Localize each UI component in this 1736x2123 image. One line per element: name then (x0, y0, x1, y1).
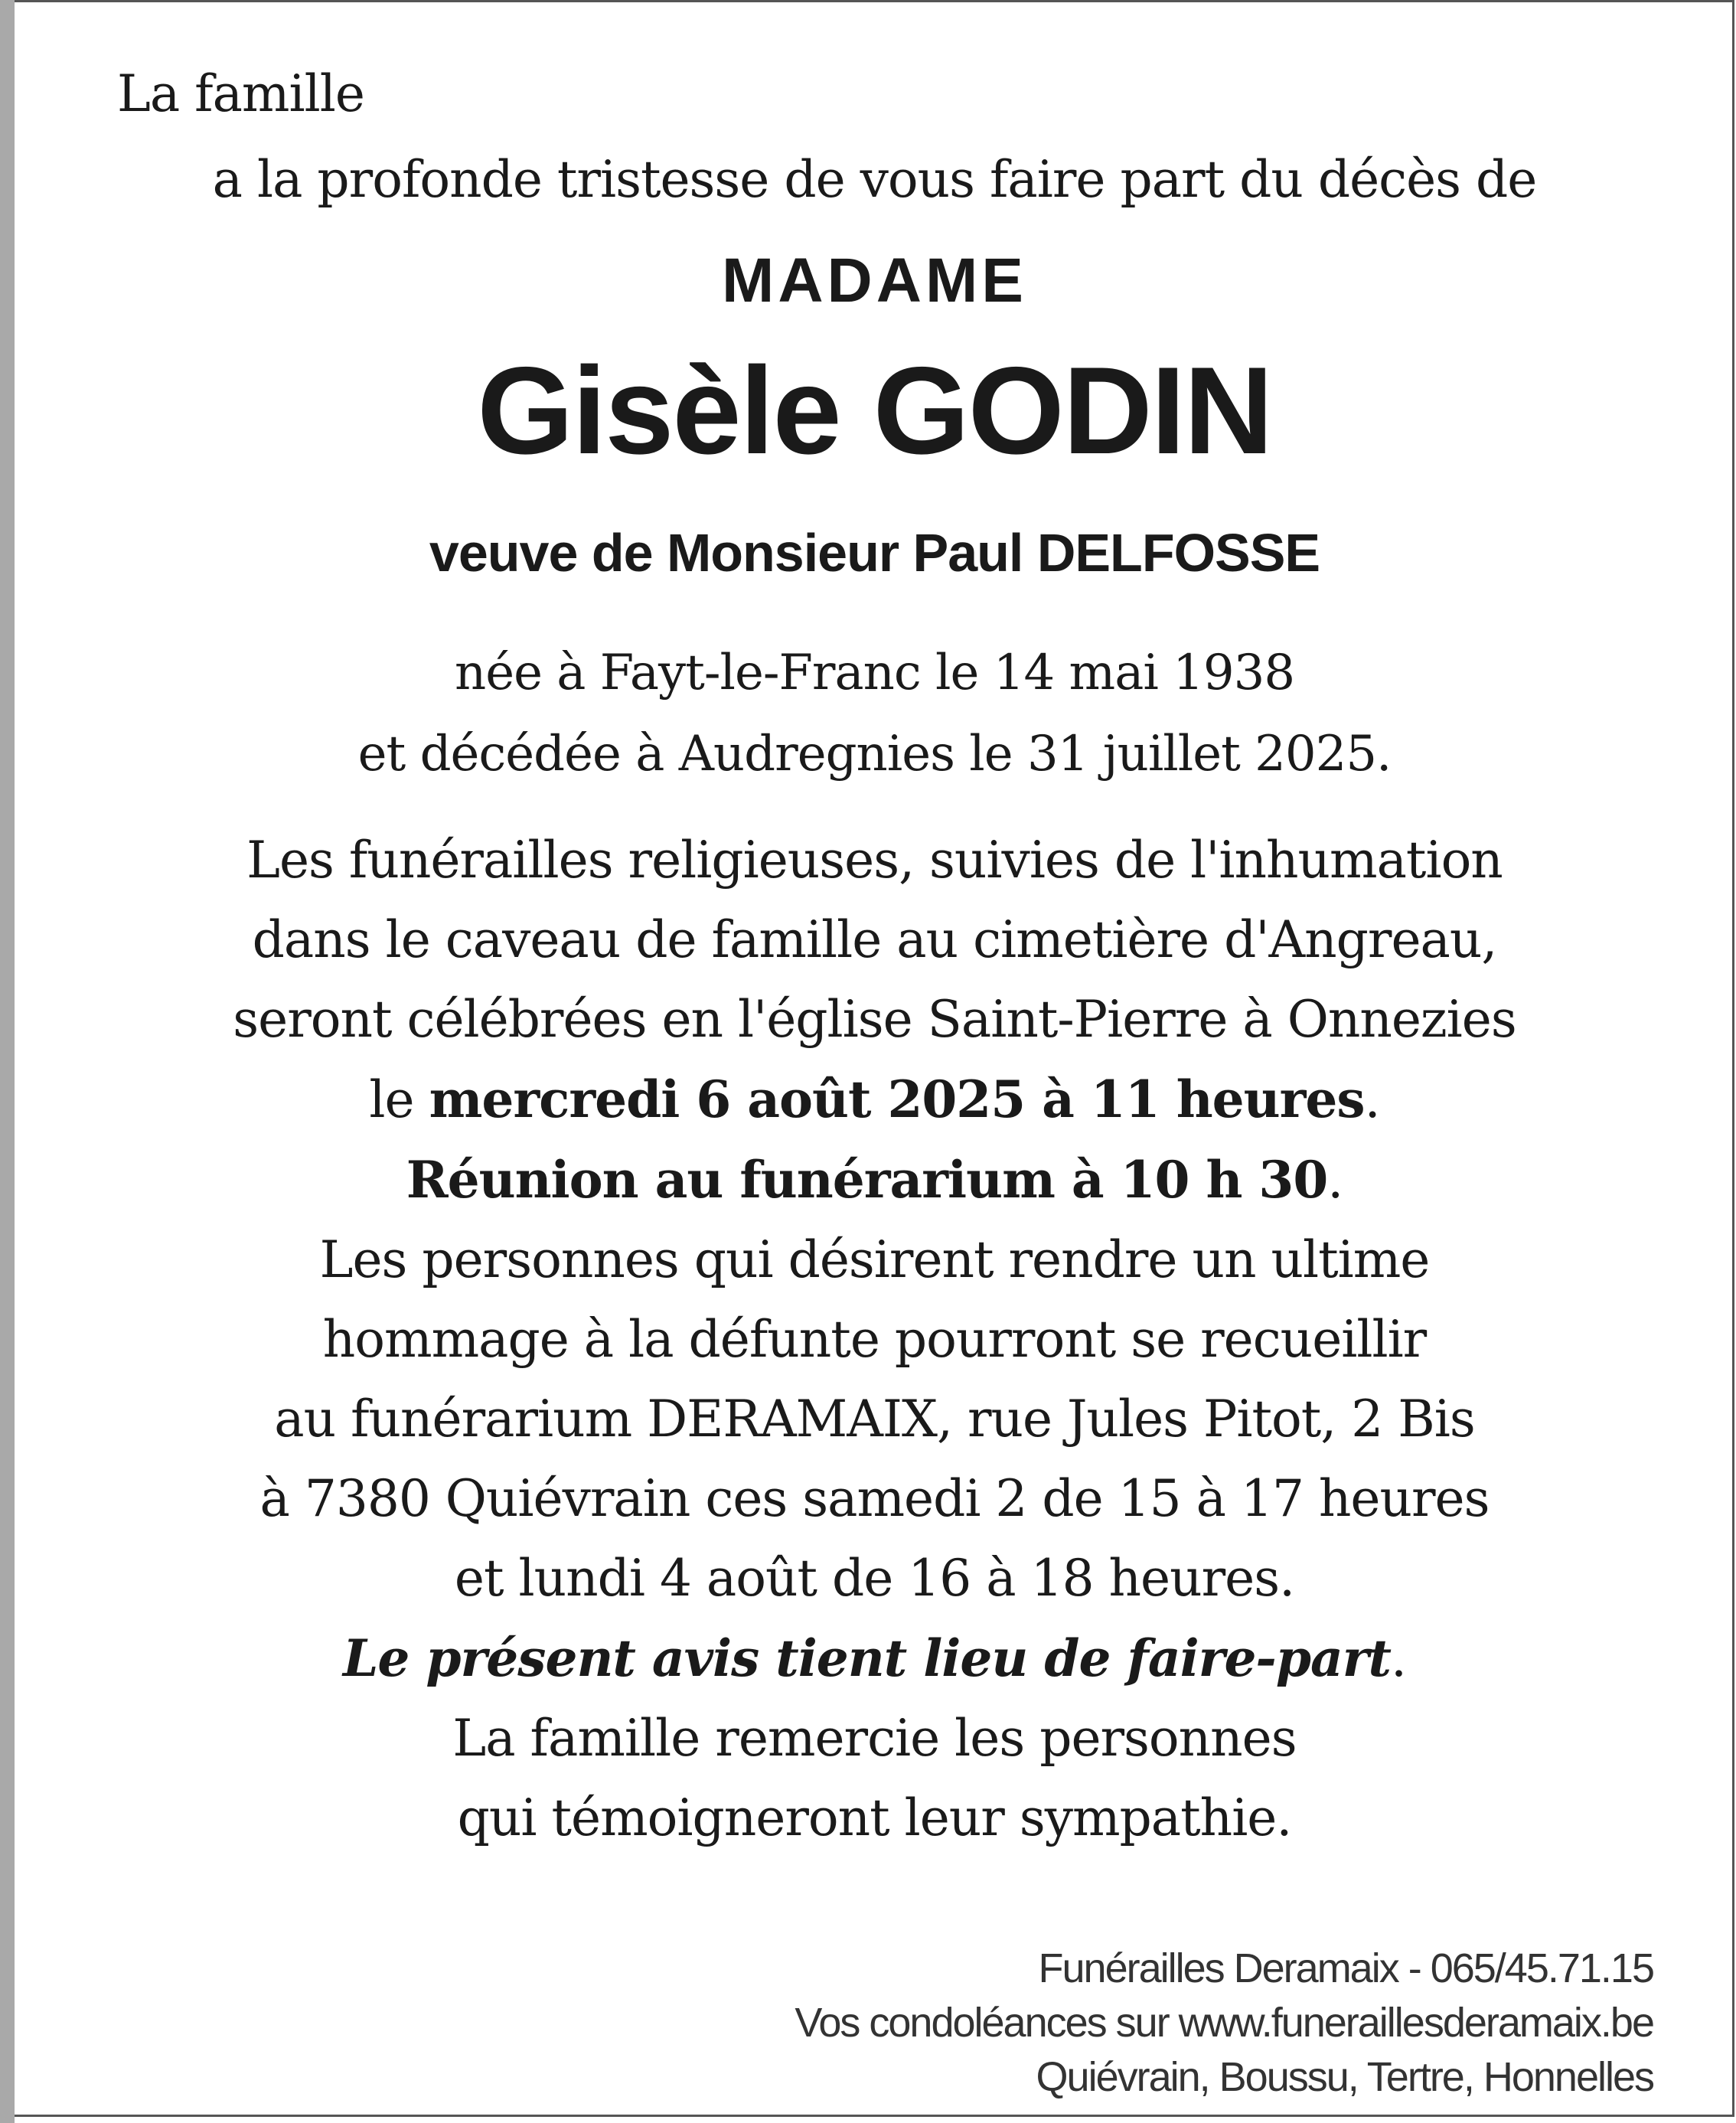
ceremony-date-line (15, 1060, 1734, 1140)
ceremony-line-1: Les funérailles religieuses, suivies de l'inhumation (246, 831, 1503, 890)
birth-line: née à Fayt-le-Franc le 14 mai 1938 (454, 645, 1295, 701)
spouse-line: veuve de Monsieur Paul DELFOSSE (429, 523, 1320, 583)
condolences-website: Vos condoléances sur www.funeraillesderamaix.be (795, 2000, 1653, 2046)
ceremony-date-suffix: . (1364, 1070, 1380, 1129)
ceremony-line-2: dans le caveau de famille au cimetière d'Angreau, (252, 910, 1497, 969)
ceremony-details (15, 821, 1734, 1858)
meeting-time: Réunion au funérarium à 10 h 30 (406, 1150, 1328, 1210)
intro-line-announcement: a la profonde tristesse de vous faire part du décès de (212, 150, 1537, 209)
meeting-suffix: . (1327, 1151, 1343, 1210)
visit-line-1: Les personnes qui désirent rendre un ultime (319, 1230, 1430, 1289)
visit-line-5: et lundi 4 août de 16 à 18 heures. (454, 1549, 1295, 1608)
ceremony-line-3: seront célébrées en l'église Saint-Pierre à Onnezies (233, 990, 1516, 1049)
honorific-title: MADAME (722, 246, 1027, 315)
left-margin-bar (0, 0, 15, 2123)
visit-line-4: à 7380 Quiévrain ces samedi 2 de 15 à 17 heures (259, 1469, 1490, 1528)
faire-part-text: Le présent avis tient lieu de faire-part (343, 1628, 1391, 1688)
birth-death-dates (15, 632, 1734, 795)
meeting-line (15, 1140, 1734, 1220)
death-line: et décédée à Audregnies le 31 juillet 2025. (357, 726, 1392, 782)
funeral-home-contact: Funérailles Deramaix - 065/45.71.15 (1038, 1945, 1653, 1991)
thanks-line-2: qui témoigneront leur sympathie. (457, 1788, 1292, 1847)
ceremony-date-prefix: le (369, 1070, 429, 1129)
ceremony-date: mercredi 6 août 2025 à 11 heures (429, 1070, 1365, 1129)
visit-line-3: au funérarium DERAMAIX, rue Jules Pitot, 2 Bis (274, 1390, 1475, 1449)
visit-line-2: hommage à la défunte pourront se recueillir (322, 1310, 1427, 1369)
obituary-notice (15, 0, 1734, 2123)
faire-part-notice (15, 1618, 1734, 1699)
thanks-line-1: La famille remercie les personnes (452, 1709, 1297, 1768)
deceased-name: Gisèle GODIN (477, 341, 1272, 480)
intro-line-family: La famille (117, 64, 364, 123)
faire-part-suffix: . (1391, 1629, 1406, 1688)
funeral-home-locations: Quiévrain, Boussu, Tertre, Honnelles (1036, 2054, 1653, 2100)
